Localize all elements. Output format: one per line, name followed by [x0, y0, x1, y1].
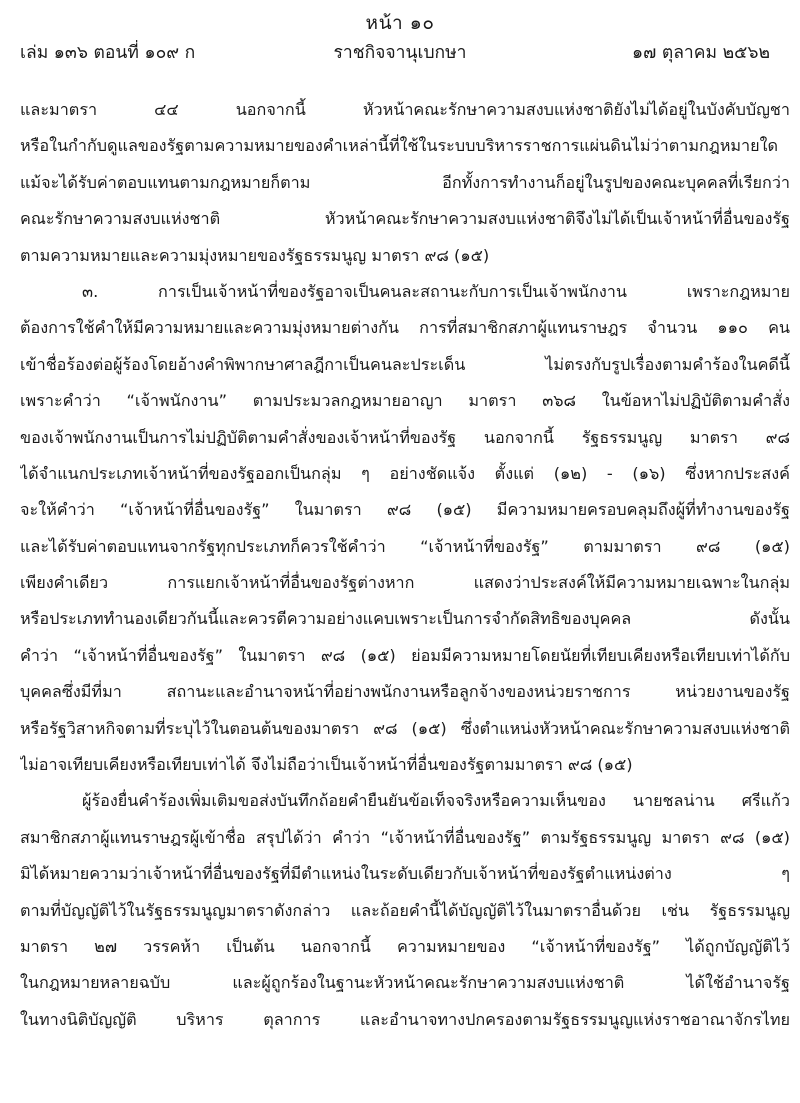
paragraph-start: ผู้ร้องยื่นคำร้องเพิ่มเติมขอส่งบันทึกถ้อยคำยืนยันข้อเท็จจริงหรือความเห็นของ นายชลน่าน ศรีแก้ว [82, 791, 790, 811]
text-line: หรือประเภททำนองเดียวกันนี้และควรตีความอย่างแคบเพราะเป็นการจำกัดสิทธิของบุคคล ดังนั้น [20, 609, 790, 629]
text-line: สมาชิกสภาผู้แทนราษฎรผู้เข้าชื่อ สรุปได้ว่า คำว่า “เจ้าหน้าที่อื่นของรัฐ” ตามรัฐธรรมนูญ มาตรา ๙๘ (๑๕) [20, 827, 790, 847]
text-line: หรือในกำกับดูแลของรัฐตามความหมายของคำเหล่านี้ที่ใช้ในระบบบริหารราชการแผ่นดินไม่ว่าตามกฎหมายใด [20, 136, 779, 156]
volume-issue: เล่ม ๑๓๖ ตอนที่ ๑๐๙ ก [20, 43, 196, 63]
text-line: ตามความหมายและความมุ่งหมายของรัฐธรรมนูญ มาตรา ๙๘ (๑๕) [20, 245, 490, 265]
document-header [20, 38, 780, 64]
text-line: และได้รับค่าตอบแทนจากรัฐทุกประเภทก็ควรใช้คำว่า “เจ้าหน้าที่ของรัฐ” ตามมาตรา ๙๘ (๑๕) [20, 536, 790, 556]
publication-title: ราชกิจจานุเบกษา [333, 43, 467, 63]
publication-date: ๑๗ ตุลาคม ๒๕๖๒ [632, 43, 770, 63]
text-line: และมาตรา ๔๔ นอกจากนี้ หัวหน้าคณะรักษาความสงบแห่งชาติยังไม่ได้อยู่ในบังคับบัญชา [20, 100, 790, 119]
text-line: บุคคลซึ่งมีที่มา สถานะและอำนาจหน้าที่อย่างพนักงานหรือลูกจ้างของหน่วยราชการ หน่วยงานของรัฐ [20, 682, 790, 702]
text-line: ตามที่บัญญัติไว้ในรัฐธรรมนูญมาตราดังกล่าว และถ้อยคำนี้ได้บัญญัติไว้ในมาตราอื่นด้วย เช่น รัฐธรรมนูญ [20, 900, 790, 920]
text-line: แม้จะได้รับค่าตอบแทนตามกฎหมายก็ตาม อีกทั้งการทำงานก็อยู่ในรูปของคณะบุคคลที่เรียกว่า [20, 172, 790, 192]
text-line: ไม่อาจเทียบเคียงหรือเทียบเท่าได้ จึงไม่ถือว่าเป็นเจ้าหน้าที่อื่นของรัฐตามมาตรา ๙๘ (๑๕) [20, 755, 633, 775]
text-line: ต้องการใช้คำให้มีความหมายและความมุ่งหมายต่างกัน การที่สมาชิกสภาผู้แทนราษฎร จำนวน ๑๑๐ คน [20, 318, 790, 338]
text-line: เพราะคำว่า “เจ้าพนักงาน” ตามประมวลกฎหมายอาญา มาตรา ๓๖๘ ในข้อหาไม่ปฏิบัติตามคำสั่ง [20, 391, 790, 411]
text-line: จะให้คำว่า “เจ้าหน้าที่อื่นของรัฐ” ในมาตรา ๙๘ (๑๕) มีความหมายครอบคลุมถึงผู้ที่ทำงานของรัฐ [20, 500, 790, 520]
text-line: มิได้หมายความว่าเจ้าหน้าที่อื่นของรัฐที่มีตำแหน่งในระดับเดียวกับเจ้าหน้าที่ของรัฐตำแหน่งต่าง ๆ [20, 864, 790, 884]
text-line: ในกฎหมายหลายฉบับ และผู้ถูกร้องในฐานะหัวหน้าคณะรักษาความสงบแห่งชาติ ได้ใช้อำนาจรัฐ [20, 973, 790, 993]
text-line: ได้จำแนกประเภทเจ้าหน้าที่ของรัฐออกเป็นกลุ่ม ๆ อย่างชัดแจ้ง ตั้งแต่ (๑๒) - (๑๖) ซึ่งหากประสงค์ [20, 463, 790, 483]
text-line: คณะรักษาความสงบแห่งชาติ หัวหน้าคณะรักษาความสงบแห่งชาติจึงไม่ได้เป็นเจ้าหน้าที่อื่นของรัฐ [20, 209, 790, 229]
text-line: ของเจ้าพนักงานเป็นการไม่ปฏิบัติตามคำสั่งของเจ้าหน้าที่ของรัฐ นอกจากนี้ รัฐธรรมนูญ มาตรา ๙๘ [20, 427, 790, 447]
text-line: คำว่า “เจ้าหน้าที่อื่นของรัฐ” ในมาตรา ๙๘ (๑๕) ย่อมมีความหมายโดยนัยที่เทียบเคียงหรือเทียบเท่าได้กับ [20, 645, 790, 665]
text-line: เพียงคำเดียว การแยกเจ้าหน้าที่อื่นของรัฐต่างหาก แสดงว่าประสงค์ให้มีความหมายเฉพาะในกลุ่ม [20, 573, 790, 593]
text-line: หรือรัฐวิสาหกิจตามที่ระบุไว้ในตอนต้นของมาตรา ๙๘ (๑๕) ซึ่งตำแหน่งหัวหน้าคณะรักษาความสงบแห่งชาติ [20, 718, 790, 738]
page-number: หน้า ๑๐ [365, 12, 435, 34]
text-line: มาตรา ๒๗ วรรคห้า เป็นต้น นอกจากนี้ ความหมายของ “เจ้าหน้าที่ของรัฐ” ได้ถูกบัญญัติไว้ [20, 936, 790, 956]
text-line: เข้าชื่อร้องต่อผู้ร้องโดยอ้างคำพิพากษาศาลฎีกาเป็นคนละประเด็น ไม่ตรงกับรูปเรื่องตามคำร้องในคดีนี้ [20, 354, 790, 374]
paragraph-start: ๓. การเป็นเจ้าหน้าที่ของรัฐอาจเป็นคนละสถานะกับการเป็นเจ้าพนักงาน เพราะกฎหมาย [82, 281, 790, 301]
text-line: ในทางนิติบัญญัติ บริหาร ตุลาการ และอำนาจทางปกครองตามรัฐธรรมนูญแห่งราชอาณาจักรไทย [20, 1009, 790, 1029]
body-text [20, 92, 790, 1038]
